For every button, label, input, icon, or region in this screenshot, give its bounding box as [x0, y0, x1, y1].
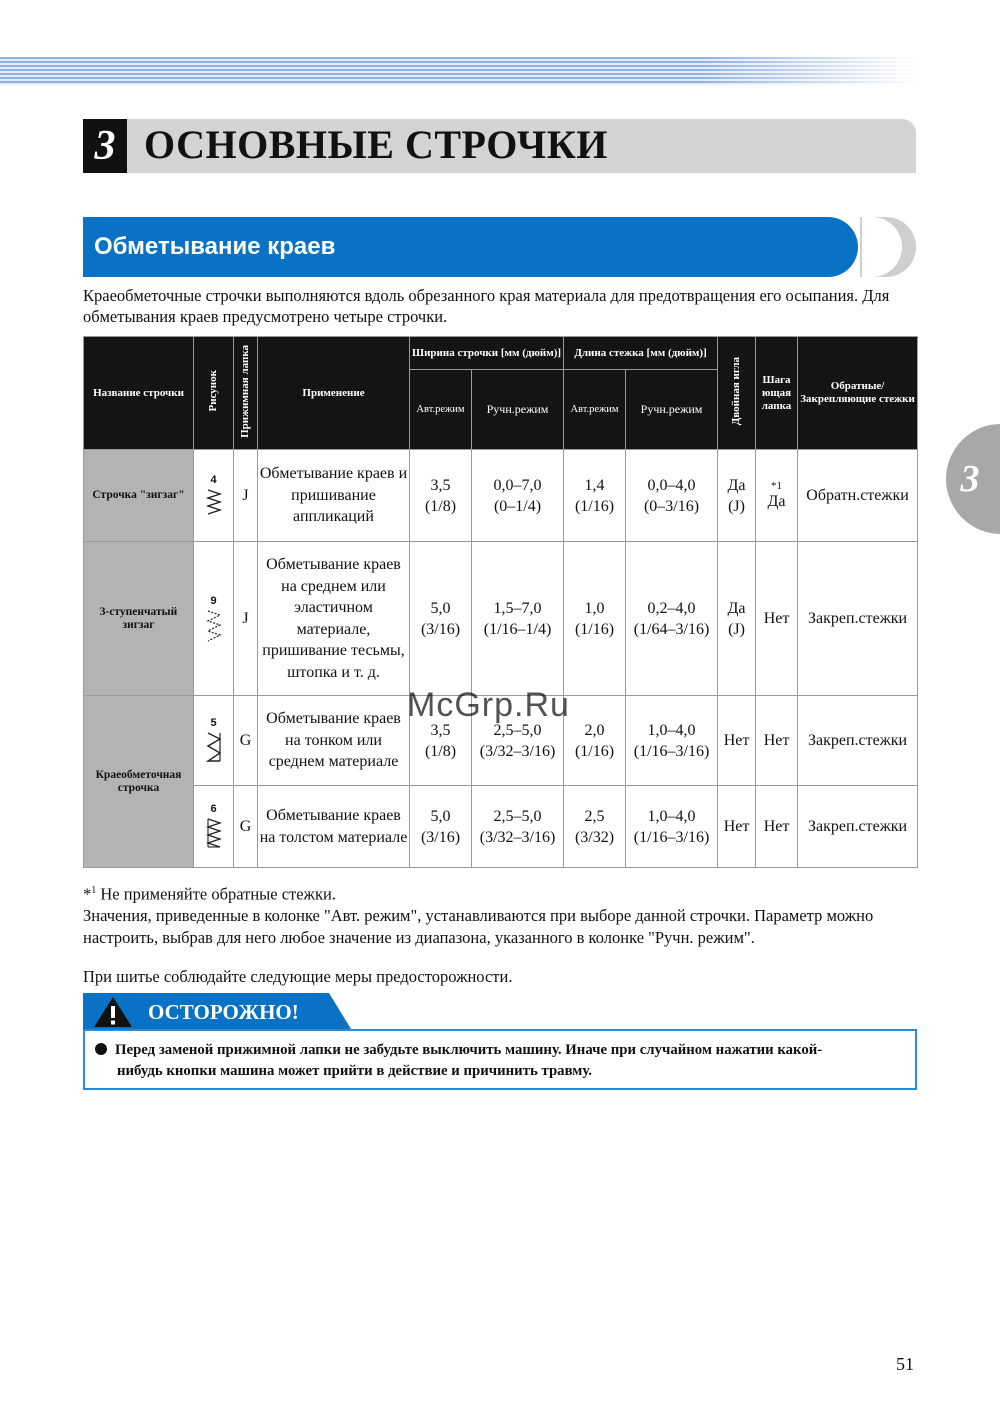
header-length-auto: Авт.режим: [564, 370, 626, 450]
section-title: Обметывание краев: [94, 233, 336, 260]
stitch-number: 4: [210, 473, 217, 486]
width-manual-in: (1/16–1/4): [483, 620, 552, 638]
length-manual-mm: 1,0–4,0: [647, 721, 696, 739]
twin-needle-value: Да: [727, 476, 746, 494]
width-auto-in: (1/8): [424, 742, 457, 760]
length-auto-in: (1/16): [574, 620, 615, 638]
header-twin-label: Двойная игла: [730, 356, 743, 426]
overcast-heavy-stitch-icon: [205, 817, 223, 851]
width-auto: [410, 786, 472, 868]
header-stripes: [0, 57, 918, 85]
header-length-group: Длина стежка [мм (дюйм)]: [564, 337, 718, 370]
width-manual: [472, 450, 564, 542]
application-text: Обметывание краев на тонком или среднем материале: [258, 696, 410, 786]
caution-text: [95, 1040, 907, 1082]
stitch-picture: [194, 696, 234, 786]
header-walking: Шага ющая лапка: [756, 337, 798, 450]
width-manual-in: (3/32–3/16): [479, 742, 556, 760]
walking-footnote-mark: *1: [771, 479, 783, 492]
footnote-mark-number: 1: [91, 885, 97, 896]
foot-type: G: [234, 786, 258, 868]
header-length-manual: Ручн.режим: [626, 370, 718, 450]
width-auto-mm: 5,0: [430, 807, 451, 825]
header-picture: [194, 337, 234, 450]
length-auto-mm: 2,5: [584, 807, 605, 825]
header-reverse: Обратные/ Закрепляющие стежки: [798, 337, 918, 450]
width-manual-in: (0–1/4): [493, 497, 542, 515]
application-text: Обметывание краев и пришивание аппликаций: [258, 450, 410, 542]
stitch-picture: [194, 786, 234, 868]
length-manual-mm: 0,0–4,0: [647, 476, 696, 494]
header-twin: [718, 337, 756, 450]
footnote-line: [83, 880, 913, 905]
intro-paragraph: Краеобметочные строчки выполняются вдоль обрезанного края материала для предотвращения его осыпания. Для обметывания краев предусмотрено четыре строчки.: [83, 286, 890, 326]
stitch-number: 6: [210, 802, 217, 815]
length-manual-mm: 0,2–4,0: [647, 599, 696, 617]
walking-foot: Нет: [756, 786, 798, 868]
foot-type: J: [234, 542, 258, 696]
length-auto-in: (3/32): [574, 828, 615, 846]
twin-needle-value: Да: [727, 599, 746, 617]
length-manual-in: (1/16–3/16): [633, 828, 710, 846]
width-auto: [410, 450, 472, 542]
twin-needle-foot: (J): [728, 497, 745, 515]
bullet-icon: [95, 1043, 107, 1055]
width-manual-mm: 2,5–5,0: [493, 807, 542, 825]
header-application: Применение: [258, 337, 410, 450]
twin-needle: Нет: [718, 786, 756, 868]
stitch-group-name: Краеобметочная строчка: [84, 696, 194, 868]
table-row: [84, 786, 918, 868]
length-manual: [626, 542, 718, 696]
header-width-group: Ширина строчки [мм (дюйм)]: [410, 337, 564, 370]
width-auto: [410, 542, 472, 696]
three-step-zigzag-icon: [205, 609, 223, 643]
stitch-number: 5: [210, 716, 217, 729]
walking-foot: [756, 450, 798, 542]
application-text: Обметывание краев на среднем или эластичном материале, пришивание тесьмы, штопка и т. д.: [258, 542, 410, 696]
twin-needle: Нет: [718, 696, 756, 786]
chapter-title: ОСНОВНЫЕ СТРОЧКИ: [144, 122, 608, 167]
width-auto-mm: 3,5: [430, 476, 451, 494]
reverse-stitch: Закреп.стежки: [798, 786, 918, 868]
stitch-group-name: Строчка "зигзаг": [84, 450, 194, 542]
walking-foot: Нет: [756, 542, 798, 696]
length-manual-in: (0–3/16): [643, 497, 700, 515]
zigzag-stitch-icon: [205, 488, 223, 518]
stitch-number: 9: [210, 594, 217, 607]
length-auto-mm: 2,0: [584, 721, 605, 739]
twin-needle: [718, 450, 756, 542]
foot-type: G: [234, 696, 258, 786]
length-auto-mm: 1,4: [584, 476, 605, 494]
width-manual-mm: 2,5–5,0: [493, 721, 542, 739]
caution-text-line2: нибудь кнопки машина может прийти в действие и причинить травму.: [117, 1063, 593, 1079]
header-foot: [234, 337, 258, 450]
reverse-stitch: Закреп.стежки: [798, 542, 918, 696]
walking-foot-value: Да: [767, 492, 786, 510]
width-auto-in: (3/16): [420, 828, 461, 846]
length-auto-in: (1/16): [574, 742, 615, 760]
header-foot-label: Прижимная лапка: [239, 344, 251, 438]
width-auto-mm: 3,5: [430, 721, 451, 739]
length-auto: [564, 542, 626, 696]
twin-needle: [718, 542, 756, 696]
length-manual: [626, 450, 718, 542]
header-width-manual: Ручн.режим: [472, 370, 564, 450]
twin-needle-foot: (J): [728, 620, 745, 638]
stitch-group-name: 3-ступенчатый зигзаг: [84, 542, 194, 696]
length-manual-in: (1/16–3/16): [633, 742, 710, 760]
width-manual: [472, 786, 564, 868]
width-auto-mm: 5,0: [430, 599, 451, 617]
length-auto-in: (1/16): [574, 497, 615, 515]
width-auto-in: (1/8): [424, 497, 457, 515]
side-tab-number: 3: [960, 458, 980, 500]
width-manual: [472, 542, 564, 696]
table-row: [84, 450, 918, 542]
footnote-block: [83, 880, 913, 948]
chapter-number: 3: [83, 119, 127, 173]
application-text: Обметывание краев на толстом материале: [258, 786, 410, 868]
footnote-text: Не применяйте обратные стежки.: [96, 884, 336, 904]
reverse-stitch: Закреп.стежки: [798, 696, 918, 786]
width-manual-in: (3/32–3/16): [479, 828, 556, 846]
width-manual-mm: 1,5–7,0: [493, 599, 542, 617]
width-auto-in: (3/16): [420, 620, 461, 638]
stitch-picture: [194, 450, 234, 542]
length-manual: [626, 786, 718, 868]
page-number: 51: [896, 1354, 914, 1374]
footnote-mark: *: [83, 884, 92, 904]
length-auto-mm: 1,0: [584, 599, 605, 617]
header-width-auto: Авт.режим: [410, 370, 472, 450]
length-auto: [564, 786, 626, 868]
header-name: Название строчки: [84, 337, 194, 450]
caution-title: ОСТОРОЖНО!: [148, 1000, 299, 1024]
length-manual-mm: 1,0–4,0: [647, 807, 696, 825]
reverse-stitch: Обратн.стежки: [798, 450, 918, 542]
length-manual-in: (1/64–3/16): [633, 620, 710, 638]
walking-foot: Нет: [756, 696, 798, 786]
foot-type: J: [234, 450, 258, 542]
stitch-picture: [194, 542, 234, 696]
precaution-text: При шитье соблюдайте следующие меры предосторожности.: [83, 967, 513, 986]
table-row: [84, 542, 918, 696]
caution-text-line1: Перед заменой прижимной лапки не забудьте выключить машину. Иначе при случайном нажатии какой-: [115, 1042, 823, 1058]
length-auto: [564, 696, 626, 786]
header-picture-label: Рисунок: [207, 370, 219, 412]
length-auto: [564, 450, 626, 542]
warning-icon: [93, 996, 133, 1028]
watermark: McGrp.Ru: [407, 686, 570, 724]
mode-note: Значения, приведенные в колонке "Авт. режим", устанавливаются при выборе данной строчки. Параметр можно настроить, выбрав для него любое значение из диапазона, указанного в колонке "Ручн. режим".: [83, 906, 874, 947]
overcast-stitch-icon: [205, 731, 223, 765]
length-manual: [626, 696, 718, 786]
stitch-table: [83, 336, 918, 868]
width-manual-mm: 0,0–7,0: [493, 476, 542, 494]
